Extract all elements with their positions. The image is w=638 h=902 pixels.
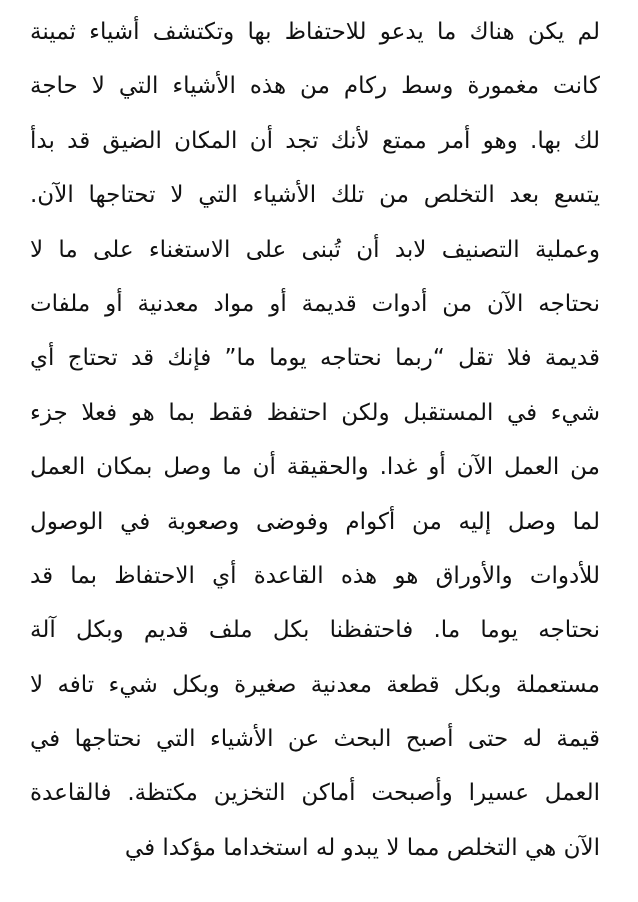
text-line: وعملية التصنيف لابد أن تُبنى على الاستغناء على ما لا bbox=[30, 236, 600, 263]
body-paragraph bbox=[30, 8, 600, 878]
text-line: من العمل الآن أو غدا. والحقيقة أن ما وصل بمكان العمل bbox=[30, 454, 600, 481]
text-line: نحتاجه الآن من أدوات قديمة أو مواد معدنية أو ملفات bbox=[30, 290, 600, 317]
text-line: لك بها. وهو أمر ممتع لأنك تجد أن المكان الضيق قد بدأ bbox=[30, 127, 600, 154]
text-line: كانت مغمورة وسط ركام من هذه الأشياء التي لا حاجة bbox=[30, 73, 600, 100]
text-line: مستعملة وبكل قطعة معدنية صغيرة وبكل شيء تافه لا bbox=[30, 671, 600, 698]
text-line: نحتاجه يوما ما. فاحتفظنا بكل ملف قديم وبكل آلة bbox=[30, 617, 600, 644]
text-line: شيء في المستقبل ولكن احتفظ فقط بما هو فعلا جزء bbox=[30, 399, 600, 426]
text-line: قيمة له حتى أصبح البحث عن الأشياء التي نحتاجها في bbox=[30, 726, 600, 753]
text-line: قديمة فلا تقل “ربما نحتاجه يوما ما” فإنك قد تحتاج أي bbox=[30, 345, 600, 372]
text-line: الآن هي التخلص مما لا يبدو له استخداما مؤكدا في bbox=[124, 834, 600, 861]
text-line: لم يكن هناك ما يدعو للاحتفاظ بها وتكتشف أشياء ثمينة bbox=[30, 19, 600, 45]
text-line: لما وصل إليه من أكوام وفوضى وصعوبة في الوصول bbox=[30, 508, 600, 535]
text-line: العمل عسيرا وأصبحت أماكن التخزين مكتظة. فالقاعدة bbox=[30, 780, 600, 807]
text-line: للأدوات والأوراق هو هذه القاعدة أي الاحتفاظ بما قد bbox=[30, 562, 600, 589]
text-line: يتسع بعد التخلص من تلك الأشياء التي لا تحتاجها الآن. bbox=[30, 182, 600, 209]
